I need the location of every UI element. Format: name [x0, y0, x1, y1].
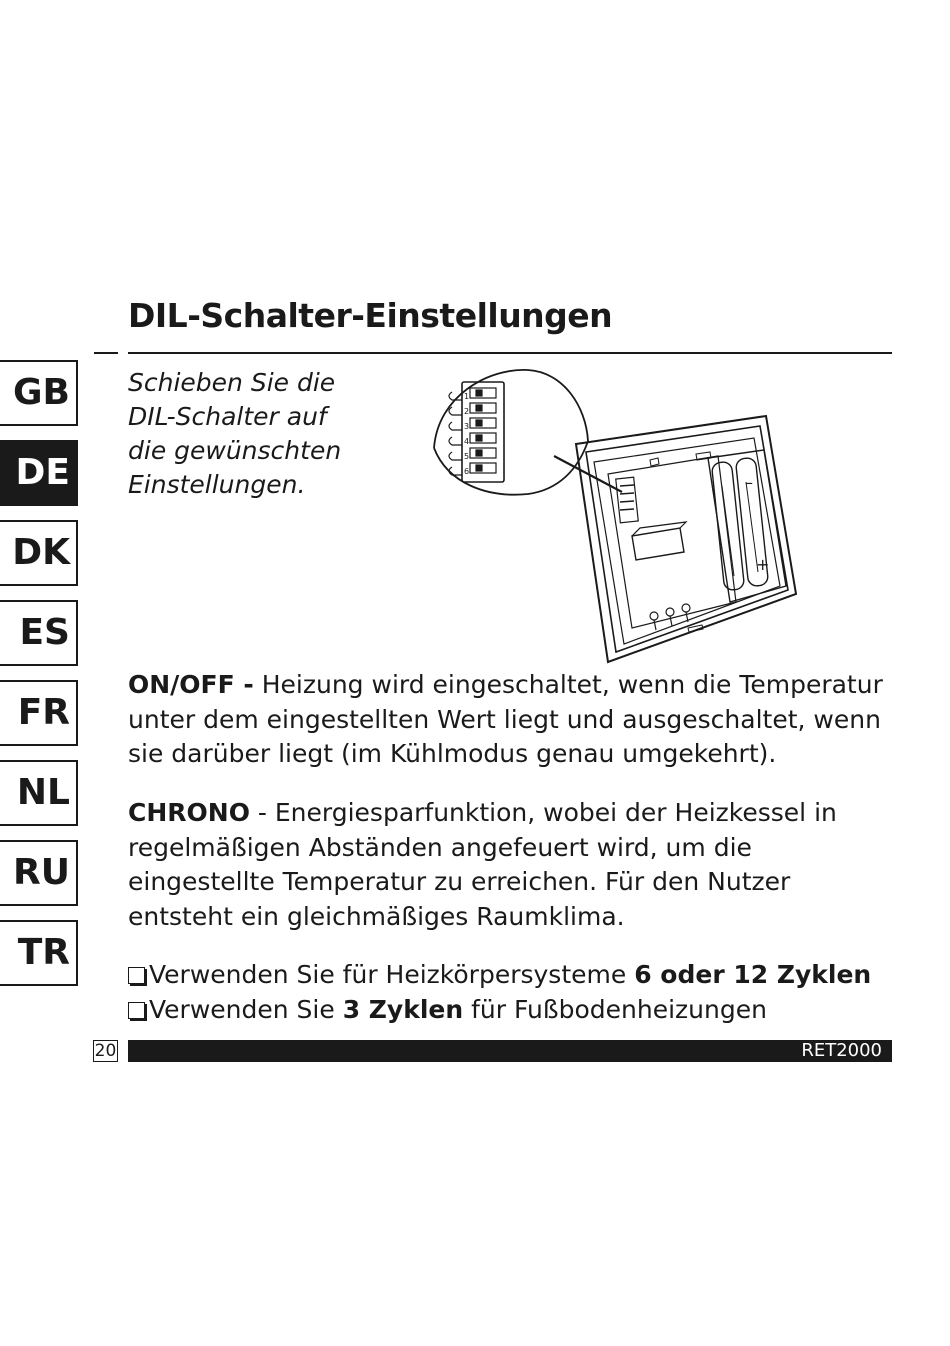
battery-minus: –	[745, 473, 753, 492]
footer-model: RET2000	[128, 1040, 892, 1062]
thermostat-housing	[576, 416, 796, 662]
lang-tab-nl[interactable]: NL	[0, 760, 78, 826]
intro-line: DIL-Schalter auf	[128, 402, 327, 431]
switch-number: 4	[464, 437, 470, 446]
switch-number: 6	[464, 467, 470, 476]
list-item-text: Verwenden Sie	[149, 995, 343, 1024]
thermostat-illustration	[418, 366, 808, 666]
onoff-term: ON/OFF -	[128, 670, 254, 699]
lang-tab-es[interactable]: ES	[0, 600, 78, 666]
list-item-bold: 6 oder 12 Zyklen	[634, 960, 872, 989]
title-rule-left	[94, 352, 118, 354]
battery-plus: +	[756, 555, 770, 574]
lang-tab-dk[interactable]: DK	[0, 520, 78, 586]
lang-tab-tr[interactable]: TR	[0, 920, 78, 986]
chrono-text: - Energiesparfunktion, wobei der Heizkessel in regelmäßigen Abständen angefeuert wird, um die eingestellte Temperatur zu erreichen. Für den Nutzer entsteht ein gleichmäßiges Raumklima.	[128, 798, 837, 931]
list-item-text: Verwenden Sie für Heizkörpersysteme	[149, 960, 635, 989]
onoff-text: Heizung wird eingeschaltet, wenn die Temperatur unter dem eingestellten Wert liegt und ausgeschaltet, wenn sie darüber liegt (im Kühlmodus genau umgekehrt).	[128, 670, 883, 768]
list-item-suffix: für Fußbodenheizungen	[463, 995, 767, 1024]
lang-tab-ru[interactable]: RU	[0, 840, 78, 906]
page-title: DIL-Schalter-Einstellungen	[128, 296, 613, 335]
switch-number: 3	[464, 422, 470, 431]
intro-line: die gewünschten	[128, 436, 342, 465]
list-item-bold: 3 Zyklen	[342, 995, 464, 1024]
checkbox-icon	[128, 1002, 145, 1019]
cycle-list	[128, 957, 898, 1027]
switch-number: 5	[464, 452, 470, 461]
switch-number: 2	[464, 407, 470, 416]
checkbox-icon	[128, 967, 145, 984]
lang-tab-fr[interactable]: FR	[0, 680, 78, 746]
switch-number: 1	[464, 392, 470, 401]
title-rule	[128, 352, 892, 354]
onoff-paragraph	[128, 668, 898, 772]
list-item	[128, 992, 898, 1027]
intro-line: Einstellungen.	[128, 470, 306, 499]
chrono-term: CHRONO	[128, 798, 250, 827]
chrono-paragraph	[128, 796, 898, 934]
intro-text	[128, 366, 398, 502]
intro-line: Schieben Sie die	[128, 368, 336, 397]
list-item	[128, 957, 898, 992]
lang-tab-de[interactable]: DE	[0, 440, 78, 506]
page-number: 20	[94, 1041, 117, 1061]
lang-tab-gb[interactable]: GB	[0, 360, 78, 426]
